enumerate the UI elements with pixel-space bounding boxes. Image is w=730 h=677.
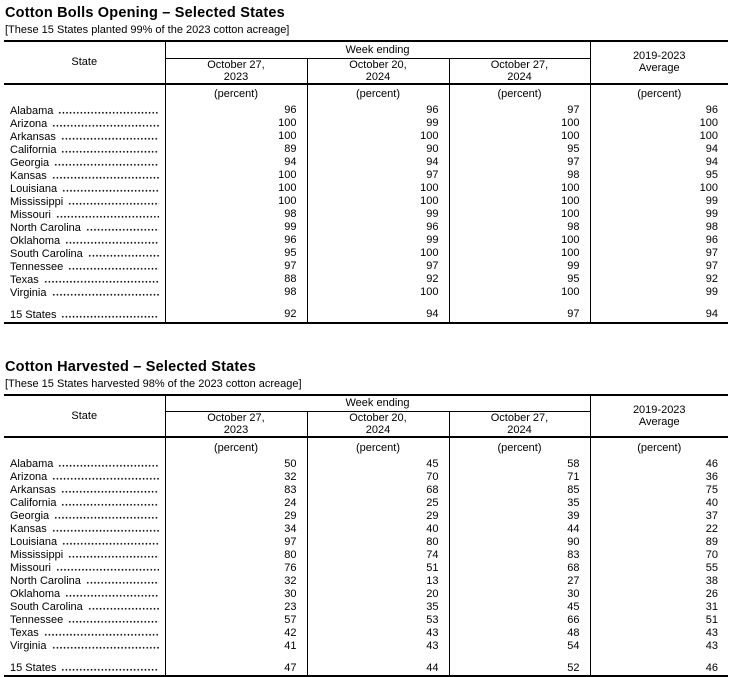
value-week2: 97 (307, 169, 449, 182)
value-week3: 100 (449, 117, 590, 130)
state-cell (4, 130, 165, 143)
value-week1: 94 (165, 156, 307, 169)
table-row (4, 273, 728, 286)
value-average: 97 (590, 247, 728, 260)
section-gap (4, 324, 728, 357)
value-week3: 85 (449, 483, 590, 496)
dot-leader (56, 561, 159, 571)
dot-leader (52, 522, 159, 532)
dot-leader (52, 286, 159, 296)
column-header-state: State (4, 41, 165, 84)
table-row (4, 535, 728, 548)
column-group-header-week-ending: Week ending (165, 41, 590, 58)
value-average: 96 (590, 234, 728, 247)
value-week2: 100 (307, 195, 449, 208)
dot-leader (52, 117, 158, 127)
total-label: 15 States (10, 309, 56, 321)
value-week2: 97 (307, 260, 449, 273)
value-average: 46 (590, 457, 728, 470)
value-average: 89 (590, 535, 728, 548)
state-name: Arkansas (10, 484, 56, 496)
value-week2: 51 (307, 561, 449, 574)
value-week1: 41 (165, 639, 307, 652)
value-average: 43 (590, 639, 728, 652)
value-average: 36 (590, 470, 728, 483)
value-week3: 100 (449, 286, 590, 299)
value-week3: 35 (449, 496, 590, 509)
table-row (4, 574, 728, 587)
dot-leader (54, 156, 158, 166)
value-week1: 50 (165, 457, 307, 470)
state-cell (4, 613, 165, 626)
state-cell (4, 626, 165, 639)
value-week2: 92 (307, 273, 449, 286)
spacer-row (4, 299, 728, 307)
state-cell (4, 639, 165, 652)
state-name: California (10, 144, 56, 156)
value-average: 38 (590, 574, 728, 587)
state-cell (4, 169, 165, 182)
unit-label: (percent) (590, 84, 728, 104)
value-week2: 43 (307, 639, 449, 652)
dot-leader (54, 509, 158, 519)
value-week3: 90 (449, 535, 590, 548)
unit-cell-empty (4, 84, 165, 104)
unit-label: (percent) (590, 437, 728, 457)
total-week2: 44 (307, 660, 449, 676)
value-week1: 34 (165, 522, 307, 535)
state-name: Georgia (10, 157, 49, 169)
value-week1: 98 (165, 286, 307, 299)
value-week3: 100 (449, 130, 590, 143)
table-row (4, 639, 728, 652)
value-average: 95 (590, 169, 728, 182)
value-average: 98 (590, 221, 728, 234)
column-header-average: 2019-2023 Average (590, 41, 728, 84)
state-name: North Carolina (10, 222, 81, 234)
value-average: 100 (590, 117, 728, 130)
value-week1: 100 (165, 169, 307, 182)
value-week2: 68 (307, 483, 449, 496)
value-average: 99 (590, 286, 728, 299)
value-week1: 99 (165, 221, 307, 234)
value-week2: 70 (307, 470, 449, 483)
state-name: Missouri (10, 562, 51, 574)
section-subtitle: [These 15 States planted 99% of the 2023 cotton acreage] (5, 24, 728, 36)
state-name: Oklahoma (10, 588, 60, 600)
value-week3: 45 (449, 600, 590, 613)
cotton-harvested-table (4, 394, 728, 677)
total-state-cell (4, 660, 165, 676)
value-week2: 74 (307, 548, 449, 561)
value-average: 37 (590, 509, 728, 522)
state-name: Texas (10, 274, 39, 286)
value-week3: 99 (449, 260, 590, 273)
dot-leader (62, 535, 158, 545)
state-name: Mississippi (10, 196, 63, 208)
column-header-week2: October 20, 2024 (307, 58, 449, 84)
table-row (4, 286, 728, 299)
dot-leader (61, 496, 158, 506)
state-cell (4, 535, 165, 548)
table-row (4, 561, 728, 574)
state-cell (4, 247, 165, 260)
table-row (4, 221, 728, 234)
state-cell (4, 457, 165, 470)
state-name: Louisiana (10, 536, 57, 548)
state-name: Virginia (10, 640, 47, 652)
value-week1: 29 (165, 509, 307, 522)
cotton-bolls-opening-table (4, 40, 728, 324)
table-row (4, 182, 728, 195)
state-cell (4, 522, 165, 535)
dot-leader (56, 208, 159, 218)
dot-leader (52, 639, 159, 649)
state-name: South Carolina (10, 248, 83, 260)
spacer-row (4, 652, 728, 660)
total-week1: 92 (165, 307, 307, 323)
total-label: 15 States (10, 662, 56, 674)
value-average: 97 (590, 260, 728, 273)
value-week1: 32 (165, 574, 307, 587)
dot-leader (58, 104, 158, 114)
table-row (4, 104, 728, 117)
value-week1: 57 (165, 613, 307, 626)
table-row (4, 457, 728, 470)
table-row (4, 548, 728, 561)
unit-label: (percent) (449, 84, 590, 104)
dot-leader (65, 587, 158, 597)
dot-leader (68, 260, 158, 270)
value-week3: 100 (449, 182, 590, 195)
value-week3: 30 (449, 587, 590, 600)
value-week1: 97 (165, 535, 307, 548)
state-name: Arizona (10, 471, 47, 483)
value-week2: 20 (307, 587, 449, 600)
state-cell (4, 273, 165, 286)
value-week1: 96 (165, 104, 307, 117)
unit-label: (percent) (165, 437, 307, 457)
table-row (4, 587, 728, 600)
value-average: 22 (590, 522, 728, 535)
value-week3: 95 (449, 143, 590, 156)
state-cell (4, 483, 165, 496)
section-cotton-harvested (4, 359, 728, 677)
total-average: 94 (590, 307, 728, 323)
value-week1: 96 (165, 234, 307, 247)
table-body (4, 104, 728, 299)
state-cell (4, 600, 165, 613)
table-row (4, 600, 728, 613)
value-week2: 96 (307, 104, 449, 117)
value-week1: 83 (165, 483, 307, 496)
total-week2: 94 (307, 307, 449, 323)
total-row (4, 307, 728, 323)
unit-label: (percent) (165, 84, 307, 104)
dot-leader (61, 143, 158, 153)
value-week2: 99 (307, 208, 449, 221)
value-week1: 89 (165, 143, 307, 156)
value-average: 75 (590, 483, 728, 496)
column-header-week1: October 27, 2023 (165, 412, 307, 438)
unit-label: (percent) (449, 437, 590, 457)
state-name: Arkansas (10, 131, 56, 143)
state-cell (4, 470, 165, 483)
dot-leader (68, 613, 158, 623)
value-week2: 100 (307, 130, 449, 143)
value-average: 31 (590, 600, 728, 613)
value-week1: 100 (165, 195, 307, 208)
column-header-week2: October 20, 2024 (307, 412, 449, 438)
value-week1: 100 (165, 117, 307, 130)
value-week3: 58 (449, 457, 590, 470)
value-average: 99 (590, 208, 728, 221)
value-average: 70 (590, 548, 728, 561)
dot-leader (68, 195, 158, 205)
value-week2: 13 (307, 574, 449, 587)
table-row (4, 613, 728, 626)
state-cell (4, 496, 165, 509)
state-cell (4, 221, 165, 234)
table-row (4, 470, 728, 483)
value-average: 94 (590, 143, 728, 156)
table-row (4, 195, 728, 208)
value-week3: 97 (449, 156, 590, 169)
value-week1: 32 (165, 470, 307, 483)
state-cell (4, 260, 165, 273)
value-week2: 45 (307, 457, 449, 470)
state-name: Tennessee (10, 261, 63, 273)
value-week3: 100 (449, 247, 590, 260)
column-header-week3: October 27, 2024 (449, 412, 590, 438)
state-cell (4, 561, 165, 574)
state-name: Arizona (10, 118, 47, 130)
value-week3: 39 (449, 509, 590, 522)
state-name: Oklahoma (10, 235, 60, 247)
page-title-2: Cotton Harvested – Selected States (5, 359, 728, 375)
dot-leader (88, 600, 159, 610)
value-week2: 100 (307, 286, 449, 299)
value-average: 96 (590, 104, 728, 117)
state-name: North Carolina (10, 575, 81, 587)
state-cell (4, 509, 165, 522)
state-cell (4, 143, 165, 156)
page-title: Cotton Bolls Opening – Selected States (5, 5, 728, 21)
value-week2: 25 (307, 496, 449, 509)
value-week3: 54 (449, 639, 590, 652)
value-week2: 80 (307, 535, 449, 548)
value-week2: 35 (307, 600, 449, 613)
value-week2: 90 (307, 143, 449, 156)
column-header-state: State (4, 395, 165, 438)
table-row (4, 522, 728, 535)
value-week3: 44 (449, 522, 590, 535)
state-name: Kansas (10, 523, 47, 535)
table-row (4, 509, 728, 522)
state-cell (4, 286, 165, 299)
value-average: 99 (590, 195, 728, 208)
value-week3: 71 (449, 470, 590, 483)
table-body (4, 457, 728, 652)
total-week3: 52 (449, 660, 590, 676)
value-average: 94 (590, 156, 728, 169)
value-average: 92 (590, 273, 728, 286)
state-name: Georgia (10, 510, 49, 522)
value-average: 40 (590, 496, 728, 509)
table-row (4, 169, 728, 182)
unit-label: (percent) (307, 84, 449, 104)
value-week1: 80 (165, 548, 307, 561)
table-row (4, 626, 728, 639)
dot-leader (68, 548, 158, 558)
state-cell (4, 587, 165, 600)
value-week1: 100 (165, 182, 307, 195)
state-name: Missouri (10, 209, 51, 221)
value-week3: 98 (449, 221, 590, 234)
value-week3: 68 (449, 561, 590, 574)
value-average: 100 (590, 182, 728, 195)
state-name: California (10, 497, 56, 509)
table-row (4, 130, 728, 143)
dot-leader (44, 273, 159, 283)
state-cell (4, 156, 165, 169)
state-name: Virginia (10, 287, 47, 299)
value-week1: 76 (165, 561, 307, 574)
dot-leader (44, 626, 159, 636)
value-week3: 100 (449, 208, 590, 221)
table-row (4, 208, 728, 221)
table-row (4, 260, 728, 273)
value-week3: 100 (449, 195, 590, 208)
column-group-header-week-ending: Week ending (165, 395, 590, 412)
value-week1: 30 (165, 587, 307, 600)
value-week2: 99 (307, 234, 449, 247)
dot-leader (58, 457, 158, 467)
value-average: 26 (590, 587, 728, 600)
section-cotton-bolls-opening (4, 5, 728, 324)
table-row (4, 117, 728, 130)
state-cell (4, 234, 165, 247)
table-row (4, 483, 728, 496)
dot-leader (61, 483, 159, 493)
dot-leader (65, 234, 158, 244)
value-week3: 66 (449, 613, 590, 626)
value-week1: 100 (165, 130, 307, 143)
value-week3: 27 (449, 574, 590, 587)
value-week3: 97 (449, 104, 590, 117)
value-week2: 100 (307, 182, 449, 195)
state-name: Alabama (10, 105, 53, 117)
dot-leader (86, 574, 159, 584)
state-cell (4, 182, 165, 195)
table-row (4, 143, 728, 156)
value-week2: 43 (307, 626, 449, 639)
state-cell (4, 104, 165, 117)
value-week2: 53 (307, 613, 449, 626)
value-week3: 83 (449, 548, 590, 561)
section-subtitle-2: [These 15 States harvested 98% of the 2023 cotton acreage] (5, 378, 728, 390)
dot-leader (52, 169, 159, 179)
value-week1: 23 (165, 600, 307, 613)
column-header-week3: October 27, 2024 (449, 58, 590, 84)
table-row (4, 234, 728, 247)
state-cell (4, 548, 165, 561)
table-row (4, 496, 728, 509)
value-week2: 94 (307, 156, 449, 169)
state-name: Mississippi (10, 549, 63, 561)
total-row (4, 660, 728, 676)
value-week1: 95 (165, 247, 307, 260)
value-week1: 42 (165, 626, 307, 639)
value-week1: 88 (165, 273, 307, 286)
value-week3: 48 (449, 626, 590, 639)
state-name: Tennessee (10, 614, 63, 626)
state-name: Louisiana (10, 183, 57, 195)
dot-leader (52, 470, 158, 480)
state-name: South Carolina (10, 601, 83, 613)
total-average: 46 (590, 660, 728, 676)
value-average: 43 (590, 626, 728, 639)
state-cell (4, 208, 165, 221)
value-average: 55 (590, 561, 728, 574)
dot-leader (61, 661, 158, 671)
dot-leader (61, 308, 158, 318)
value-week2: 99 (307, 117, 449, 130)
total-state-cell (4, 307, 165, 323)
value-week3: 95 (449, 273, 590, 286)
value-week2: 29 (307, 509, 449, 522)
total-week3: 97 (449, 307, 590, 323)
value-week2: 40 (307, 522, 449, 535)
value-average: 51 (590, 613, 728, 626)
state-cell (4, 195, 165, 208)
dot-leader (61, 130, 159, 140)
value-week3: 100 (449, 234, 590, 247)
dot-leader (86, 221, 159, 231)
value-week1: 24 (165, 496, 307, 509)
state-name: Texas (10, 627, 39, 639)
state-name: Alabama (10, 458, 53, 470)
state-name: Kansas (10, 170, 47, 182)
state-cell (4, 574, 165, 587)
value-week2: 96 (307, 221, 449, 234)
value-week1: 98 (165, 208, 307, 221)
state-cell (4, 117, 165, 130)
dot-leader (62, 182, 158, 192)
dot-leader (88, 247, 159, 257)
table-row (4, 247, 728, 260)
value-week3: 98 (449, 169, 590, 182)
column-header-week1: October 27, 2023 (165, 58, 307, 84)
total-week1: 47 (165, 660, 307, 676)
table-row (4, 156, 728, 169)
unit-cell-empty (4, 437, 165, 457)
value-average: 100 (590, 130, 728, 143)
column-header-average: 2019-2023 Average (590, 395, 728, 438)
value-week1: 97 (165, 260, 307, 273)
unit-label: (percent) (307, 437, 449, 457)
value-week2: 100 (307, 247, 449, 260)
